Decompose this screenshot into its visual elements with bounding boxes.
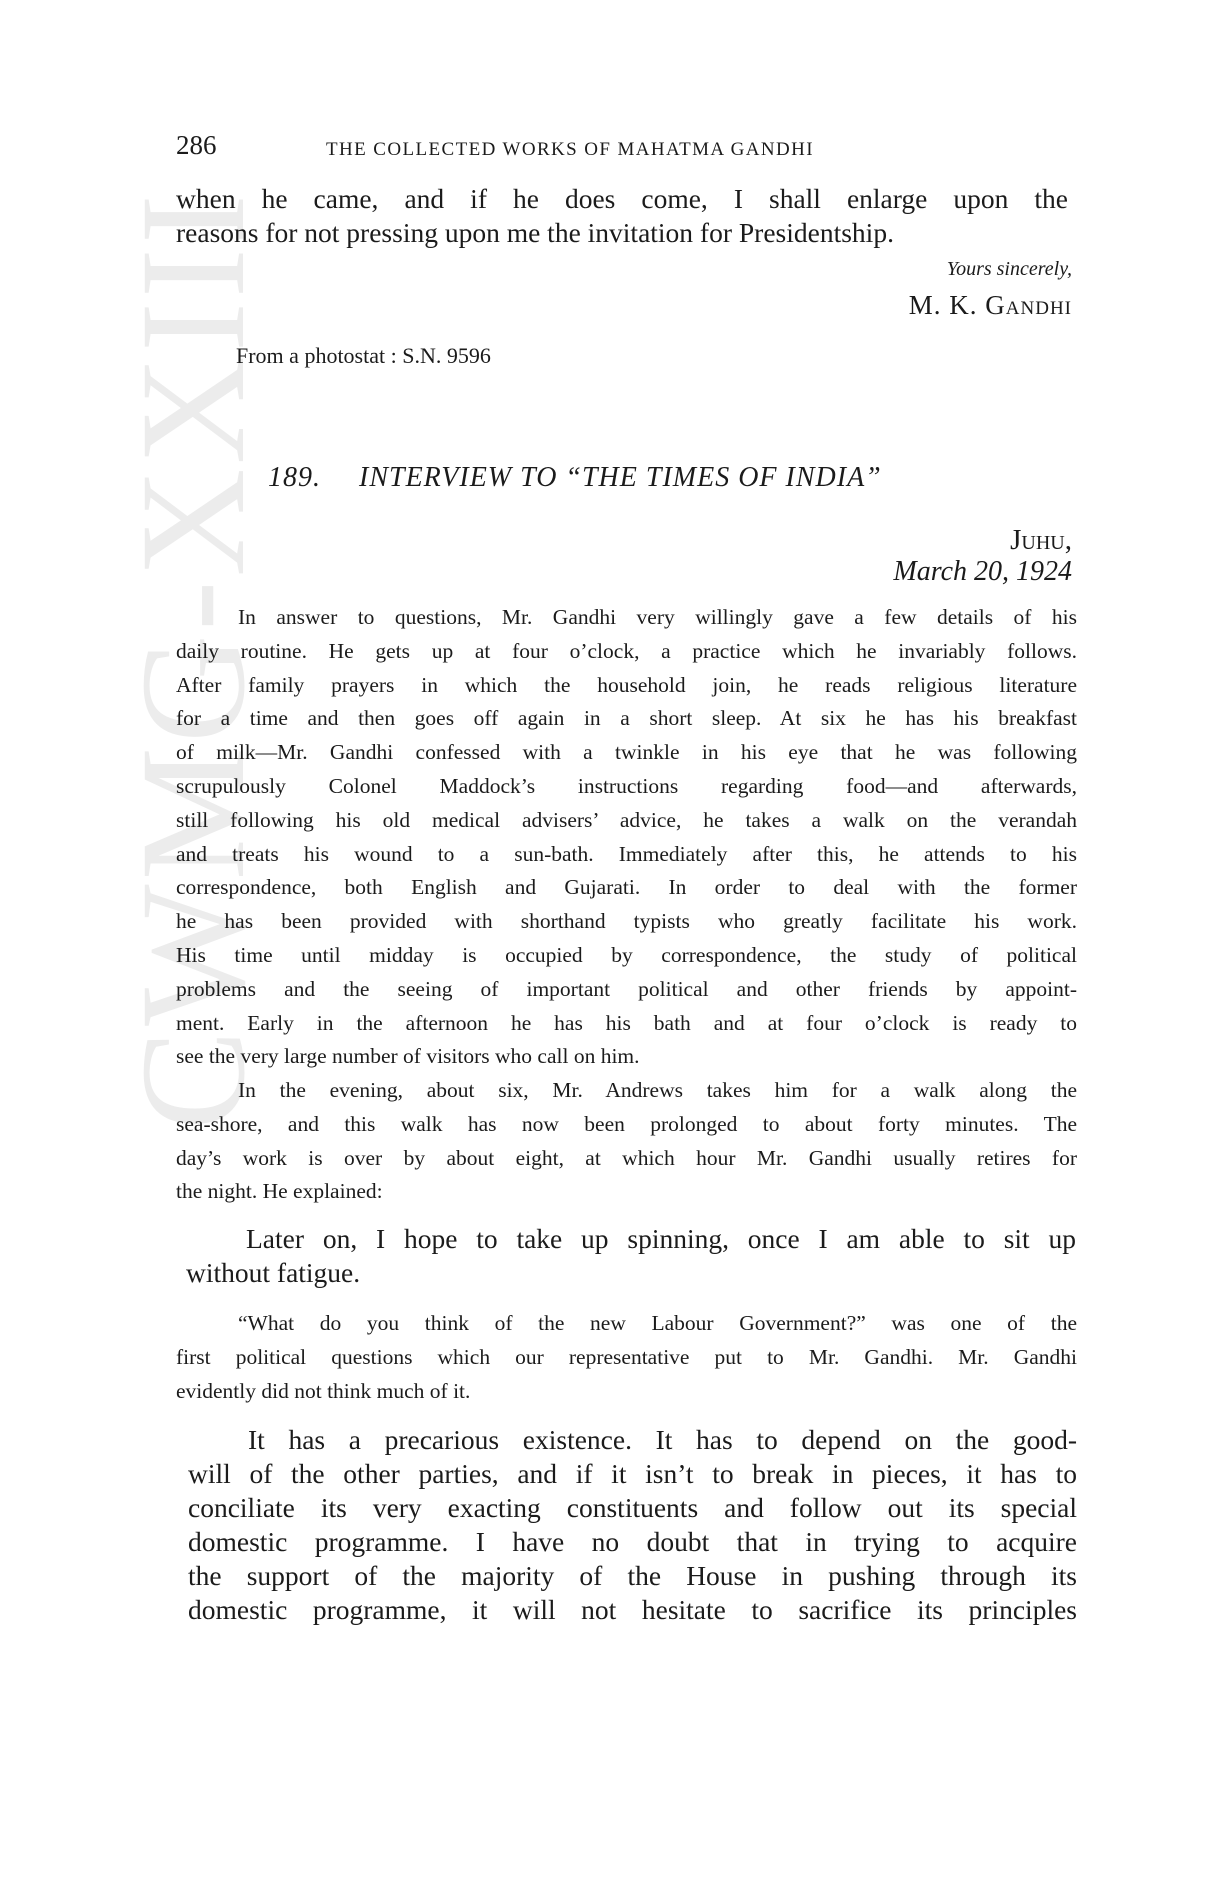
text-line: day’s work is over by about eight, at which hour Mr. Gandhi usually retires for <box>176 1145 1077 1170</box>
running-title: THE COLLECTED WORKS OF MAHATMA GANDHI <box>326 139 814 160</box>
dateline-place: Juhu, <box>1010 524 1072 556</box>
page-number: 286 <box>176 130 217 160</box>
text-line: domestic programme. I have no doubt that in trying to acquire <box>188 1526 1077 1557</box>
closing: Yours sincerely, <box>946 258 1072 280</box>
text-line: and treats his wound to a sun-bath. Immediately after this, he attends to his <box>176 841 1077 866</box>
text-line: It has a precarious existence. It has to depend on the good- <box>248 1424 1077 1455</box>
text-line: of milk—Mr. Gandhi confessed with a twinkle in his eye that he was following <box>176 740 1077 765</box>
text-line: His time until midday is occupied by correspondence, the study of political <box>176 942 1077 967</box>
source-note: From a photostat : S.N. 9596 <box>236 343 491 368</box>
watermark: CWMG-XXIII <box>110 190 276 1130</box>
text-line: After family prayers in which the household join, he reads religious literature <box>176 672 1077 697</box>
signature: M. K. Gandhi <box>908 290 1072 320</box>
text-line: daily routine. He gets up at four o’clock, a practice which he invariably follows. <box>176 638 1077 663</box>
text-line: when he came, and if he does come, I shall enlarge upon the <box>176 183 1068 214</box>
text-line: the support of the majority of the House in pushing through its <box>188 1560 1077 1591</box>
text-line: without fatigue. <box>186 1257 361 1288</box>
text-line: the night. He explained: <box>176 1179 383 1204</box>
text-line: In the evening, about six, Mr. Andrews takes him for a walk along the <box>238 1078 1077 1102</box>
quote-2 <box>188 1423 1077 1627</box>
text-line: for a time and then goes off again in a short sleep. At six he has his breakfast <box>176 706 1077 731</box>
text-line: “What do you think of the new Labour Government?” was one of the <box>238 1311 1077 1335</box>
quote-1 <box>186 1222 1076 1290</box>
text-line: ment. Early in the afternoon he has his bath and at four o’clock is ready to <box>176 1010 1077 1035</box>
text-line: see the very large number of visitors who call on him. <box>176 1044 640 1069</box>
letter-end <box>176 182 1068 250</box>
text-line: conciliate its very exacting constituents and follow out its special <box>188 1492 1077 1523</box>
text-line: problems and the seeing of important political and other friends by appoint- <box>176 976 1077 1001</box>
dateline-date: March 20, 1924 <box>893 556 1072 587</box>
text-line: will of the other parties, and if it isn’t to break in pieces, it has to <box>188 1458 1077 1489</box>
paragraph-2 <box>176 1074 1077 1209</box>
paragraph-3 <box>176 1307 1077 1408</box>
text-line: scrupulously Colonel Maddock’s instructions regarding food—and afterwards, <box>176 773 1077 798</box>
text-line: still following his old medical advisers’ advice, he takes a walk on the verandah <box>176 807 1077 832</box>
text-line: sea-shore, and this walk has now been prolonged to about forty minutes. The <box>176 1111 1077 1136</box>
text-line: correspondence, both English and Gujarati. In order to deal with the former <box>176 875 1077 900</box>
text-line: first political questions which our representative put to Mr. Gandhi. Mr. Gandhi <box>176 1344 1077 1369</box>
article-number: 189. <box>268 462 321 493</box>
text-line: reasons for not pressing upon me the invitation for Presidentship. <box>176 217 894 248</box>
text-line: Later on, I hope to take up spinning, once I am able to sit up <box>246 1223 1076 1254</box>
paragraph-1 <box>176 601 1077 1074</box>
article-title-text: INTERVIEW TO “THE TIMES OF INDIA” <box>359 462 882 493</box>
text-line: evidently did not think much of it. <box>176 1378 471 1403</box>
text-line: he has been provided with shorthand typists who greatly facilitate his work. <box>176 909 1077 934</box>
article-title <box>268 462 882 494</box>
text-line: domestic programme, it will not hesitate to sacrifice its principles <box>188 1594 1077 1625</box>
text-line: In answer to questions, Mr. Gandhi very willingly gave a few details of his <box>238 605 1077 629</box>
